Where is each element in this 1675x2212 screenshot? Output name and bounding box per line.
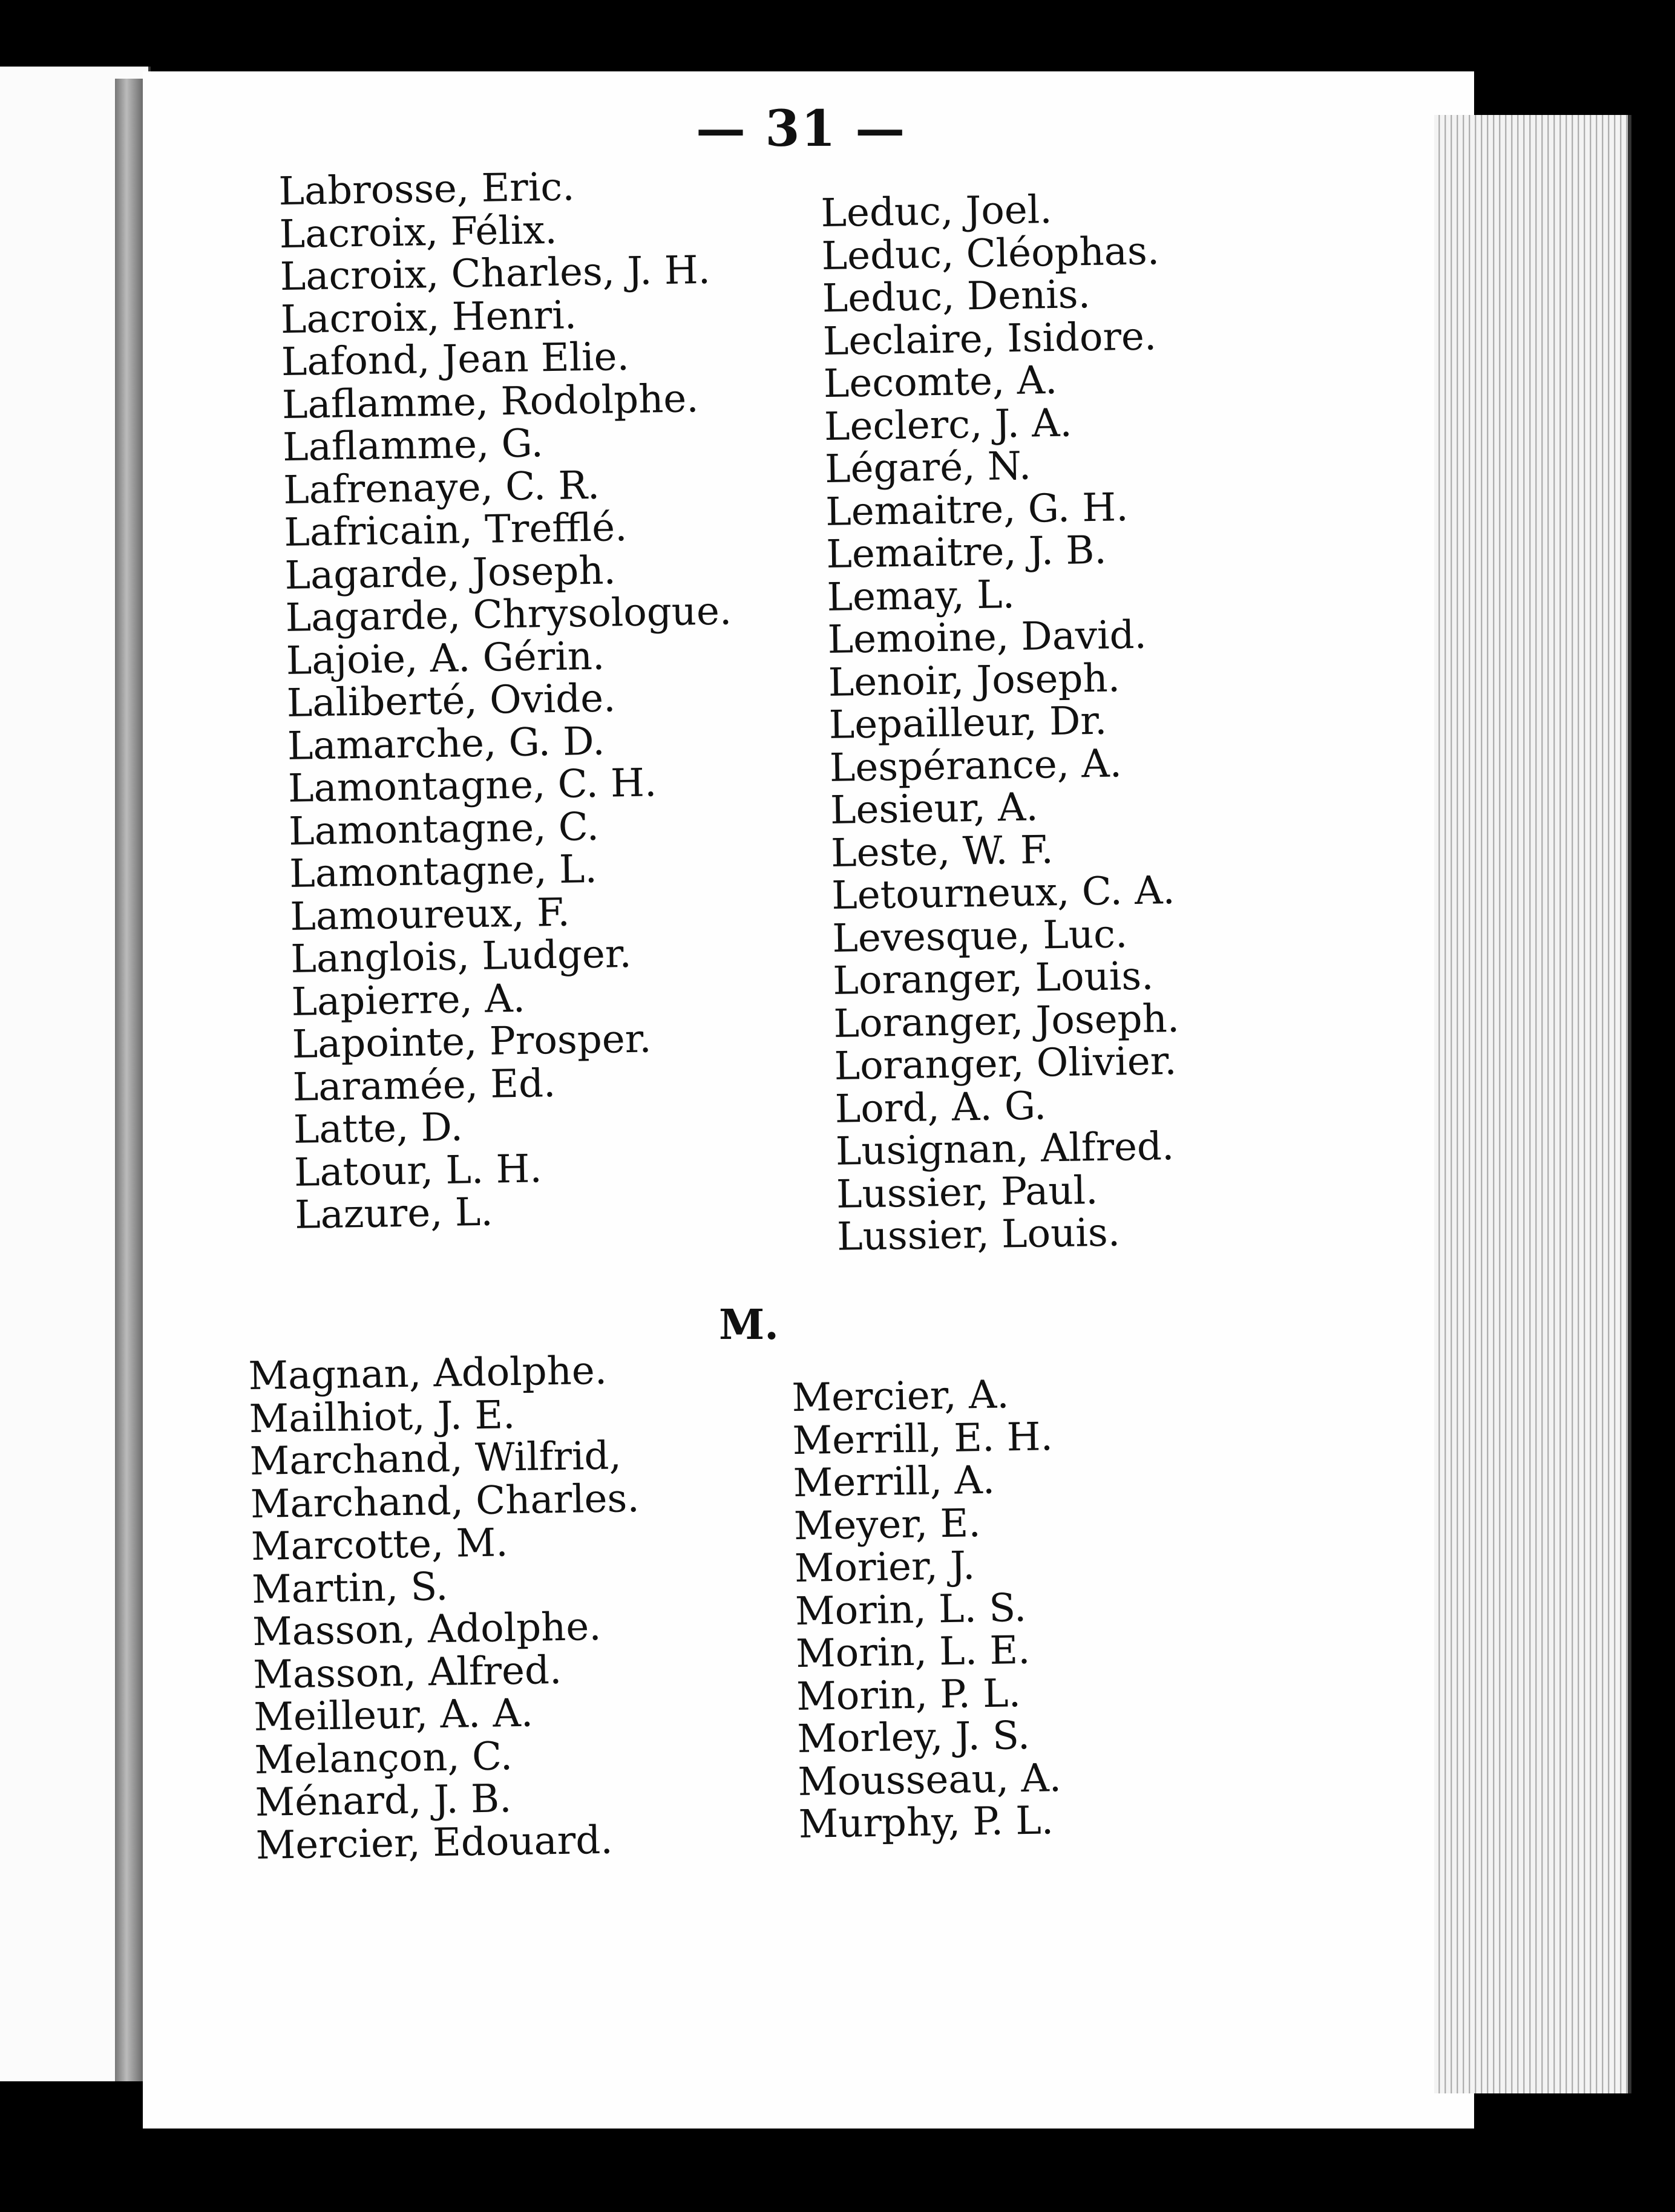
name-entry: Loranger, Olivier. — [834, 1038, 1178, 1089]
name-entry: Lespérance, A. — [829, 741, 1123, 791]
name-entry: Lapierre, A. — [291, 976, 526, 1025]
name-entry: Labrosse, Eric. — [278, 165, 575, 214]
name-entry: Lamontagne, C. — [288, 804, 600, 854]
name-entry: Lecomte, A. — [823, 358, 1058, 407]
name-entry: Lacroix, Félix. — [279, 208, 558, 257]
name-entry: Mousseau, A. — [797, 1755, 1062, 1805]
name-entry: Morier, J. — [794, 1543, 975, 1591]
name-entry: Lamoureux, F. — [289, 890, 571, 940]
name-entry: Morin, L. E. — [795, 1628, 1031, 1677]
name-entry: Lamarche, G. D. — [287, 719, 606, 769]
page-edges — [1434, 115, 1631, 2093]
name-entry: Loranger, Louis. — [832, 954, 1154, 1004]
name-entry: Lapointe, Prosper. — [292, 1016, 652, 1067]
name-entry: Lafricain, Trefflé. — [283, 505, 628, 555]
name-entry: Lafond, Jean Elie. — [281, 334, 630, 385]
names-l-right-column — [821, 187, 1183, 1258]
name-entry: Laliberté, Ovide. — [286, 676, 616, 726]
name-entry: Meyer, E. — [793, 1500, 982, 1549]
name-entry: Leclerc, J. A. — [824, 401, 1073, 450]
name-entry: Leduc, Joel. — [820, 188, 1053, 236]
name-entry: Lenoir, Joseph. — [828, 655, 1121, 705]
name-entry: Laflamme, Rodolphe. — [281, 376, 700, 428]
name-entry: Lagarde, Joseph. — [284, 548, 617, 598]
names-m-right-column — [792, 1373, 1063, 1846]
name-entry: Lajoie, A. Gérin. — [286, 633, 605, 684]
name-entry: Melançon, C. — [254, 1733, 513, 1783]
name-entry: Lafrenaye, C. R. — [283, 463, 600, 513]
name-entry: Merrill, A. — [793, 1458, 995, 1506]
name-entry: Lesieur, A. — [830, 785, 1039, 833]
name-entry: Lord, A. G. — [834, 1083, 1047, 1132]
name-entry: Légaré, N. — [824, 443, 1032, 492]
name-entry: Latte, D. — [293, 1105, 464, 1153]
book-spine — [115, 79, 144, 2081]
name-entry: Morin, L. S. — [795, 1585, 1027, 1634]
name-entry: Morin, P. L. — [796, 1670, 1021, 1720]
name-entry: Lamontagne, L. — [289, 846, 598, 897]
names-l-left-column — [278, 163, 741, 1237]
section-heading-m: M. — [719, 1301, 779, 1349]
name-entry: Mercier, A. — [791, 1372, 1010, 1421]
name-entry: Laflamme, G. — [282, 421, 544, 470]
name-entry: Marcotte, M. — [251, 1520, 509, 1569]
name-entry: Langlois, Ludger. — [290, 931, 632, 982]
page-number: — 31 — — [696, 100, 906, 158]
name-entry: Ménard, J. B. — [255, 1776, 512, 1825]
name-entry: Lamontagne, C. H. — [287, 761, 657, 811]
name-entry: Lussier, Louis. — [836, 1210, 1121, 1260]
name-entry: Lazure, L. — [294, 1189, 494, 1238]
name-entry: Lussier, Paul. — [836, 1168, 1098, 1217]
name-entry: Lemaitre, J. B. — [825, 528, 1107, 577]
name-entry: Loranger, Joseph. — [833, 996, 1180, 1047]
name-entry: Lusignan, Alfred. — [835, 1124, 1175, 1174]
name-entry: Marchand, Wilfrid, — [249, 1433, 622, 1484]
name-entry: Meilleur, A. A. — [253, 1690, 534, 1740]
name-entry: Latour, L. H. — [293, 1146, 543, 1196]
name-entry: Leclaire, Isidore. — [822, 313, 1157, 364]
name-entry: Levesque, Luc. — [831, 911, 1128, 961]
name-entry: Lemoine, David. — [827, 612, 1147, 663]
name-entry: Leduc, Cléophas. — [821, 228, 1160, 279]
name-entry: Lemaitre, G. H. — [825, 485, 1129, 535]
name-entry: Lepailleur, Dr. — [828, 698, 1107, 748]
name-entry: Morley, J. S. — [796, 1713, 1031, 1762]
names-m-left-column — [248, 1349, 645, 1867]
name-entry: Mailhiot, J. E. — [249, 1392, 516, 1442]
name-entry: Lacroix, Henri. — [280, 292, 577, 342]
name-entry: Merrill, E. H. — [792, 1414, 1054, 1464]
name-entry: Marchand, Charles. — [250, 1476, 640, 1527]
name-entry: Lagarde, Chrysologue. — [285, 589, 732, 641]
name-entry: Magnan, Adolphe. — [247, 1348, 608, 1399]
name-entry: Murphy, P. L. — [798, 1798, 1054, 1847]
name-entry: Letourneux, C. A. — [831, 868, 1176, 918]
name-entry: Masson, Adolphe. — [252, 1604, 602, 1655]
name-entry: Martin, S. — [251, 1564, 448, 1612]
name-entry: Lacroix, Charles, J. H. — [280, 247, 711, 299]
name-entry: Lemay, L. — [826, 572, 1015, 620]
name-entry: Leste, W. F. — [830, 827, 1054, 876]
name-entry: Leduc, Denis. — [822, 272, 1091, 321]
name-entry: Masson, Alfred. — [252, 1648, 562, 1698]
name-entry: Mercier, Edouard. — [255, 1818, 614, 1868]
name-entry: Laramée, Ed. — [292, 1061, 556, 1110]
